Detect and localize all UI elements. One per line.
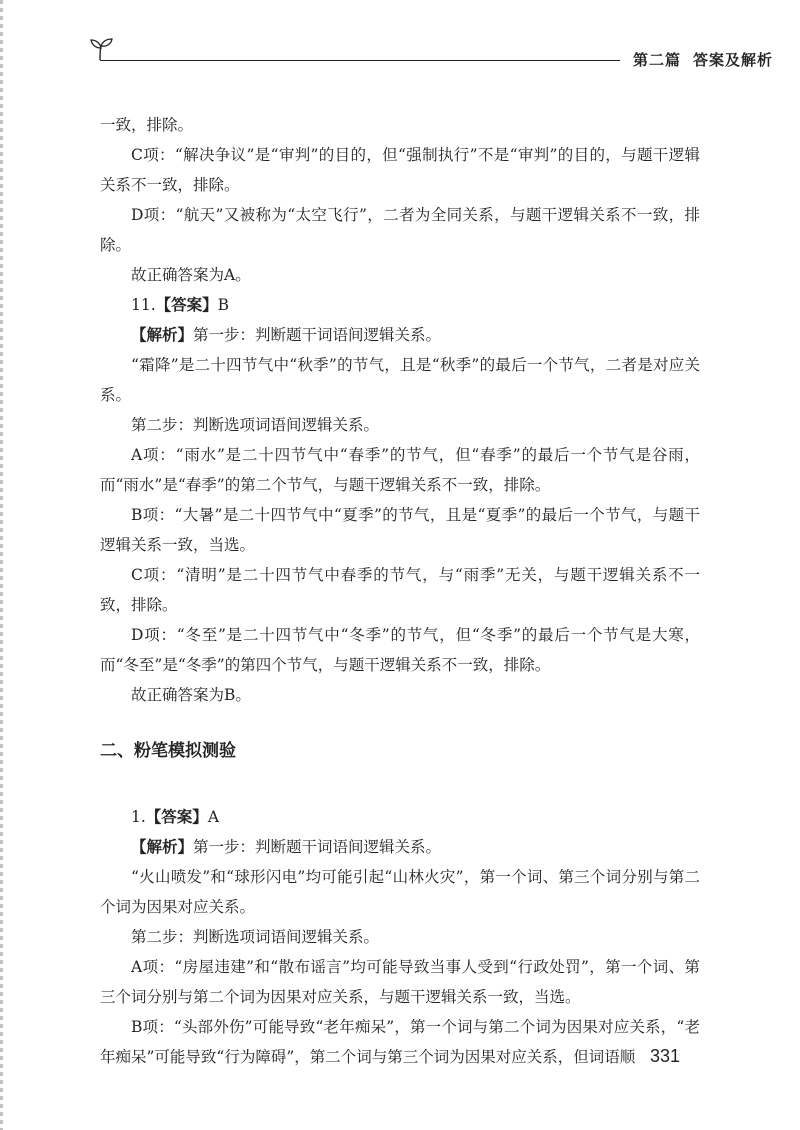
- paragraph: D项：“冬至”是二十四节气中“冬季”的节气，但“冬季”的最后一个节气是大寒，而“冬至”是“冬季”的第四个节气，与题干逻辑关系不一致，排除。: [100, 626, 700, 674]
- paragraph: D项：“航天”又被称为“太空飞行”，二者为全同关系，与题干逻辑关系不一致，排除。: [100, 206, 700, 254]
- paragraph: 第二步：判断选项词语间逻辑关系。: [131, 928, 380, 946]
- question-number: 1.: [131, 808, 146, 826]
- answer-line: [100, 290, 700, 320]
- analysis-text: 第一步：判断题干词语间逻辑关系。: [193, 838, 442, 856]
- analysis-text: 第一步：判断题干词语间逻辑关系。: [193, 326, 442, 344]
- answer-value: B: [217, 296, 230, 314]
- paragraph: “霜降”是二十四节气中“秋季”的节气，且是“秋季”的最后一个节气，二者是对应关系。: [100, 356, 700, 404]
- answer-label: 【答案】: [155, 296, 218, 314]
- paragraph: B项：“头部外伤”可能导致“老年痴呆”，第一个词与第二个词为因果对应关系，“老年痴呆”可能导致“行为障碍”，第二个词与第三个词为因果对应关系，但词语顺: [100, 1018, 700, 1066]
- page-body: [100, 110, 700, 1072]
- analysis-label: 【解析】: [131, 326, 194, 344]
- answer-label: 【答案】: [145, 808, 208, 826]
- analysis-label: 【解析】: [131, 838, 194, 856]
- question-number: 11.: [131, 296, 156, 314]
- section-heading: 二、粉笔模拟测验: [100, 741, 236, 761]
- paragraph: 故正确答案为A。: [131, 266, 251, 284]
- header-section: 答案及解析: [693, 51, 774, 69]
- paragraph: 第二步：判断选项词语间逻辑关系。: [131, 416, 380, 434]
- running-header: [88, 36, 774, 76]
- paragraph: 一致，排除。: [100, 116, 194, 134]
- header-title: [633, 49, 773, 70]
- paragraph: A项：“房屋违建”和“散布谣言”均可能导致当事人受到“行政处罚”，第一个词、第三个词分别与第二个词为因果对应关系，与题干逻辑关系一致，当选。: [100, 958, 700, 1006]
- paragraph: “火山喷发”和“球形闪电”均可能引起“山林火灾”，第一个词、第三个词分别与第二个词为因果对应关系。: [100, 868, 700, 916]
- paragraph: C项：“清明”是二十四节气中春季的节气，与“雨季”无关，与题干逻辑关系不一致，排除。: [100, 566, 700, 614]
- answer-line: [100, 802, 700, 832]
- paragraph: 故正确答案为B。: [131, 686, 251, 704]
- header-part: 第二篇: [633, 51, 682, 69]
- scan-edge: [0, 0, 3, 1130]
- header-rule: [100, 60, 620, 61]
- paragraph: A项：“雨水”是二十四节气中“春季”的节气，但“春季”的最后一个节气是谷雨，而“雨水”是“春季”的第二个节气，与题干逻辑关系不一致，排除。: [100, 446, 700, 494]
- paragraph: B项：“大暑”是二十四节气中“夏季”的节气，且是“夏季”的最后一个节气，与题干逻辑关系一致，当选。: [100, 506, 700, 554]
- analysis-line: [100, 832, 700, 862]
- sprout-icon: [88, 36, 116, 62]
- analysis-line: [100, 320, 700, 350]
- answer-value: A: [207, 808, 220, 826]
- page-number: 331: [650, 1046, 681, 1066]
- paragraph: C项：“解决争议”是“审判”的目的，但“强制执行”不是“审判”的目的，与题干逻辑关系不一致，排除。: [100, 146, 700, 194]
